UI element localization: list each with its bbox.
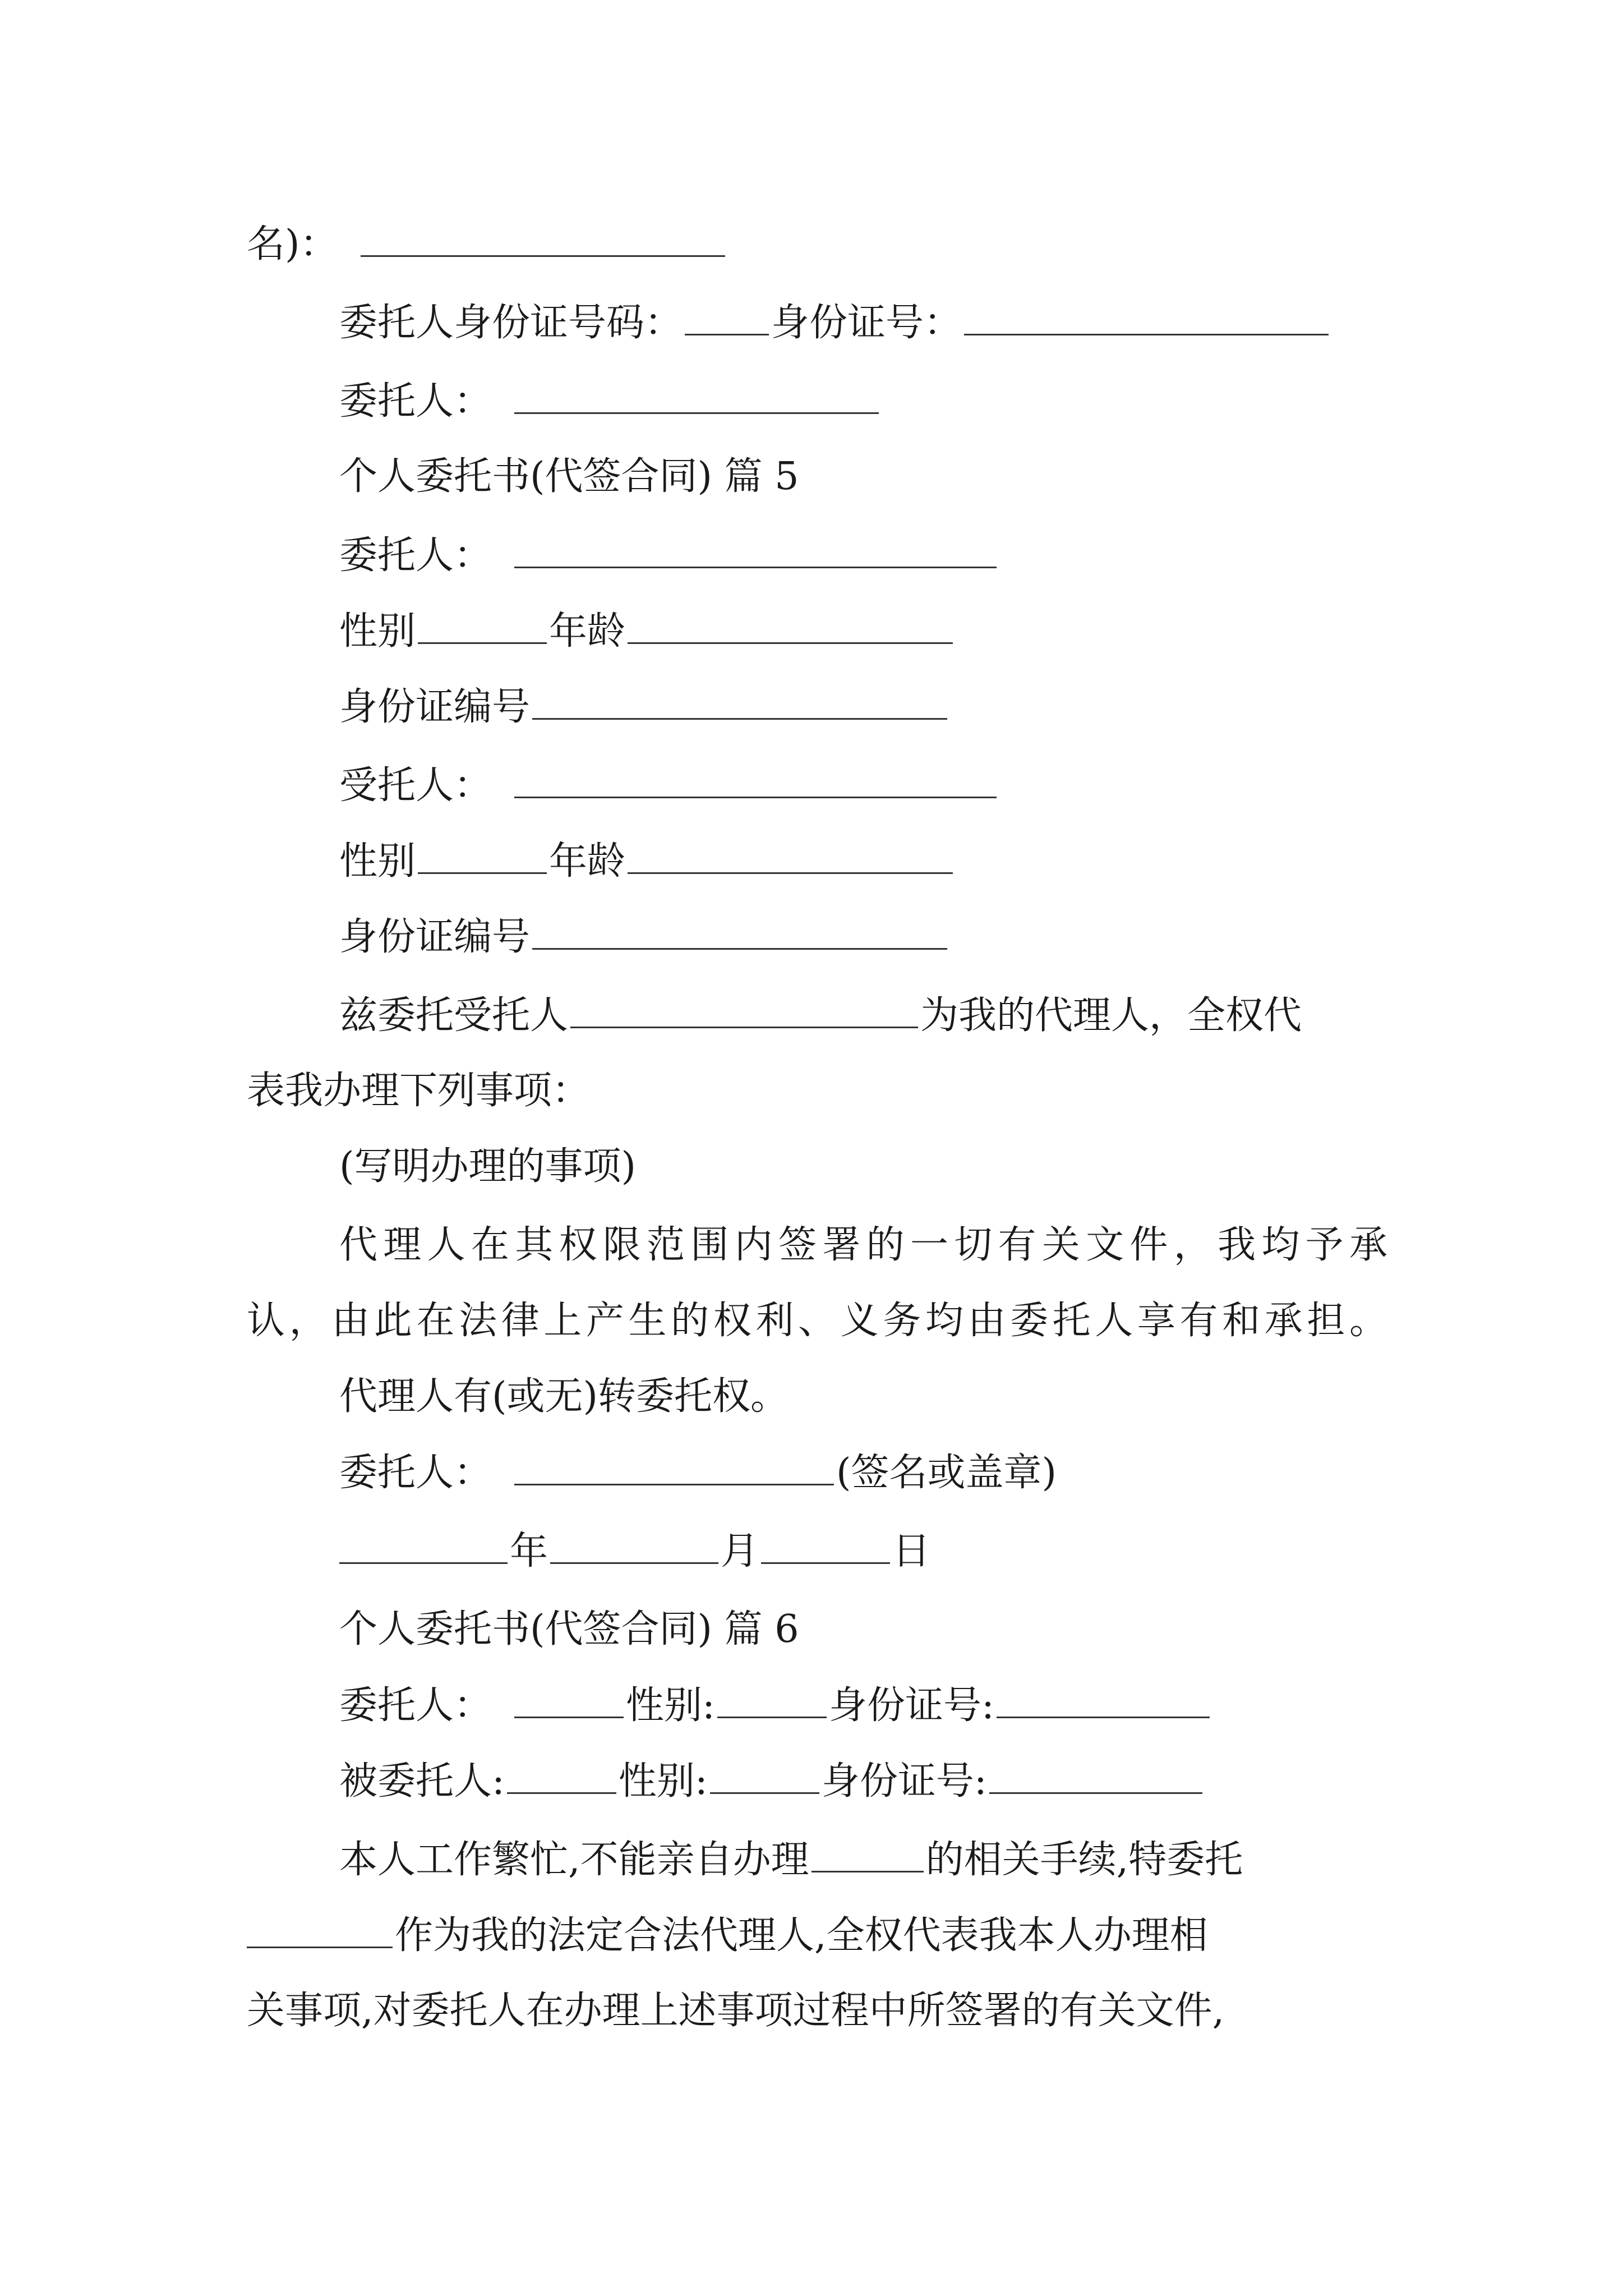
line-paragraph <box>247 1983 1387 2039</box>
line-paragraph <box>247 1907 1387 1963</box>
blank-field[interactable] <box>532 909 947 950</box>
text: 本人工作繁忙,不能亲自办理 <box>339 1838 809 1882</box>
blank-field[interactable] <box>570 987 918 1028</box>
line-gender-age-1 <box>339 603 1387 659</box>
text: 关事项,对委托人在办理上述事项过程中所签署的有关文件, <box>247 1989 1225 2033</box>
blank-field[interactable] <box>514 1677 624 1718</box>
text: 作为我的法定合法代理人,全权代表我本人办理相 <box>395 1913 1208 1958</box>
text: 委托人： <box>339 1451 492 1495</box>
text: 代理人有(或无)转委托权。 <box>339 1374 789 1419</box>
text: 年龄 <box>549 609 626 654</box>
line-principal-6 <box>339 1677 1387 1733</box>
line-agent-6 <box>339 1753 1387 1809</box>
blank-field[interactable] <box>997 1677 1210 1718</box>
text: 兹委托受托人 <box>339 993 569 1038</box>
line-signature <box>339 1444 1387 1501</box>
text: 为我的代理人，全权代 <box>920 993 1302 1038</box>
blank-field[interactable] <box>989 1753 1202 1794</box>
blank-field[interactable] <box>247 1907 393 1948</box>
text: 委托人： <box>339 379 492 424</box>
text: 性别: <box>626 1683 715 1728</box>
text: 性别: <box>618 1759 708 1803</box>
line-paragraph <box>339 1832 1387 1888</box>
line-principal-5 <box>339 527 1387 583</box>
text: 代理人在其权限范围内签署的一切有关文件，我均予承 <box>339 1223 1387 1267</box>
text: 年 <box>510 1529 548 1573</box>
blank-field[interactable] <box>418 603 547 644</box>
text: 表我办理下列事项： <box>247 1069 591 1113</box>
blank-field[interactable] <box>811 1832 924 1872</box>
section-heading-6 <box>339 1602 1387 1658</box>
blank-field[interactable] <box>418 833 547 874</box>
blank-field[interactable] <box>514 373 879 414</box>
blank-field[interactable] <box>717 1677 827 1718</box>
line-date <box>339 1523 1387 1579</box>
section-title: 个人委托书(代签合同) 篇 6 <box>339 1607 799 1651</box>
text: 月 <box>721 1529 759 1573</box>
line-matters <box>339 1139 1387 1195</box>
blank-field[interactable] <box>964 295 1329 335</box>
text: 年龄 <box>549 839 626 884</box>
section-title: 个人委托书(代签合同) 篇 5 <box>339 454 799 499</box>
blank-field[interactable] <box>685 295 769 335</box>
text: 受托人： <box>339 763 492 808</box>
text: 性别 <box>339 839 416 884</box>
text: (签名或盖章) <box>836 1451 1057 1495</box>
text: 委托人身份证号码： <box>339 301 683 345</box>
line-name-continuation <box>247 216 1387 272</box>
section-heading-5 <box>339 449 1387 505</box>
blank-field[interactable] <box>761 1523 890 1564</box>
line-id-number <box>339 295 1387 351</box>
text: 委托人： <box>339 1683 492 1728</box>
text: 名)： <box>247 222 338 266</box>
blank-field[interactable] <box>532 679 947 720</box>
line-id-2 <box>339 909 1387 965</box>
blank-field[interactable] <box>628 833 953 874</box>
text: (写明办理的事项) <box>339 1144 637 1189</box>
line-paragraph <box>247 1293 1387 1349</box>
line-paragraph <box>339 1217 1387 1273</box>
line-paragraph-cont <box>247 1063 1387 1119</box>
blank-field[interactable] <box>710 1753 819 1794</box>
text: 被委托人: <box>339 1759 505 1803</box>
text: 日 <box>892 1529 931 1573</box>
line-subdelegation <box>339 1369 1387 1425</box>
line-agent <box>339 757 1387 813</box>
line-principal <box>339 373 1387 429</box>
text: 委托人： <box>339 533 492 578</box>
blank-field[interactable] <box>361 216 725 257</box>
blank-field[interactable] <box>514 527 997 568</box>
text: 身份证号: <box>821 1759 987 1803</box>
line-id-1 <box>339 679 1387 735</box>
text: 认，由此在法律上产生的权利、义务均由委托人享有和承担。 <box>247 1299 1387 1343</box>
text: 性别 <box>339 609 416 654</box>
blank-field[interactable] <box>514 757 997 798</box>
blank-field[interactable] <box>550 1523 718 1564</box>
text: 身份证号: <box>828 1683 994 1728</box>
blank-field[interactable] <box>514 1444 834 1485</box>
text: 身份证编号 <box>339 915 531 959</box>
line-delegation <box>339 987 1387 1043</box>
text: 身份证编号 <box>339 685 531 729</box>
text: 的相关手续,特委托 <box>925 1838 1243 1882</box>
blank-field[interactable] <box>628 603 953 644</box>
text: 身份证号： <box>771 301 962 345</box>
blank-field[interactable] <box>339 1523 508 1564</box>
blank-field[interactable] <box>507 1753 616 1794</box>
line-gender-age-2 <box>339 833 1387 889</box>
